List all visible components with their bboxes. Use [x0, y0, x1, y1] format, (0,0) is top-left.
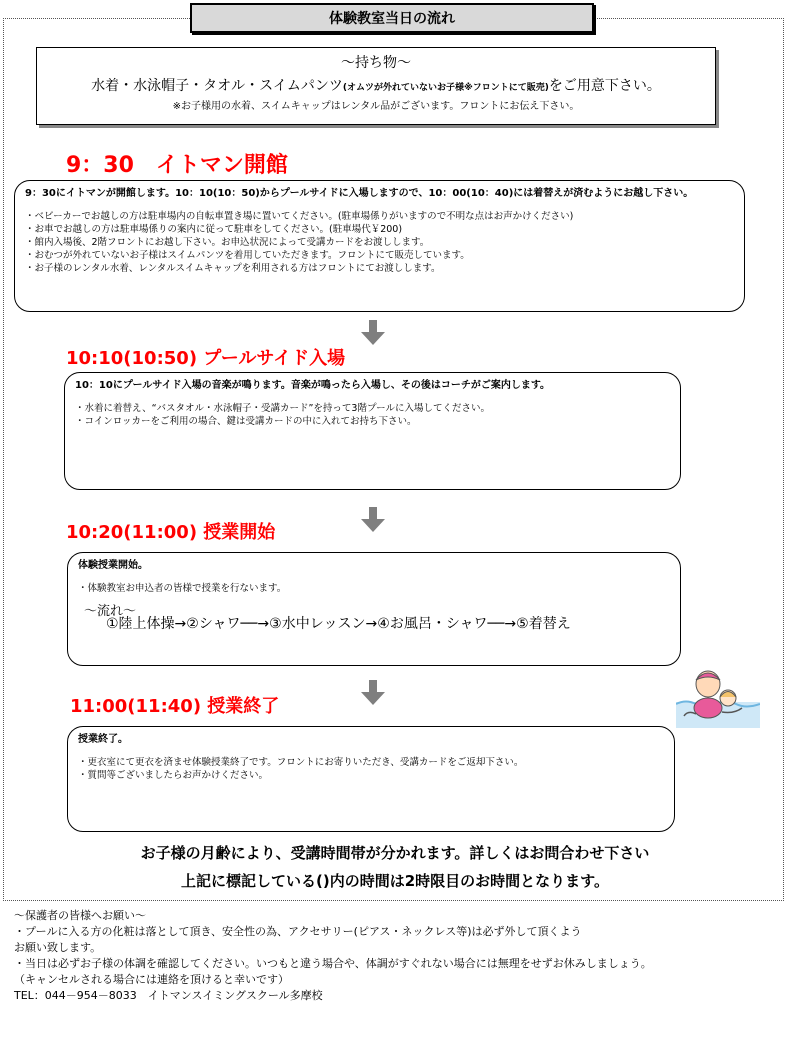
step-4-line: ・質問等ございましたらお声かけください。 [78, 770, 269, 781]
second-period-notice: 上記に標記している()内の時間は2時限目のお時間となります。 [181, 872, 609, 890]
age-notice: お子様の月齢により、受講時間帯が分かれます。詳しくはお問合わせ下さい [140, 844, 650, 862]
step-1-line: ・お車でお越しの方は駐車場係りの案内に従って駐車をしてください。(駐車場代￥200) [25, 224, 403, 235]
step-1-line: ・お子様のレンタル水着、レンタルスイムキャップを利用される方はフロントにてお渡しします。 [25, 263, 441, 274]
step-1-time-heading: 9：30 イトマン開館 [66, 153, 288, 178]
guardian-note-line: ・当日は必ずお子様の体調を確認してください。いつもと違う場合や、体調がすぐれない場合には無理をせずお休みしましょう。 [14, 957, 652, 970]
step-4-lead: 授業終了。 [78, 734, 128, 745]
page-title: 体験教室当日の流れ [190, 3, 594, 33]
step-4-box [67, 726, 675, 832]
step-2-line: ・コインロッカーをご利用の場合、鍵は受講カードの中に入れてお持ち下さい。 [75, 416, 417, 427]
step-4-time-heading: 11:00(11:40) 授業終了 [70, 696, 280, 717]
items-heading: ～持ち物～ [341, 55, 411, 71]
step-1-line: ・館内入場後、2階フロントにお越し下さい。お申込状況によって受講カードをお渡しします。 [25, 237, 430, 248]
guardian-notes [14, 908, 784, 1004]
step-1-box [14, 180, 745, 312]
step-3-box [67, 552, 681, 666]
items-list: 水着・水泳帽子・タオル・スイムパンツ [91, 78, 343, 94]
step-2-time-heading: 10:10(10:50) プールサイド入場 [66, 348, 346, 369]
items-rental-note: ※お子様用の水着、スイムキャップはレンタル品がございます。フロントにお伝え下さい。 [172, 101, 580, 112]
step-1-line: ・おむつが外れていないお子様はスイムパンツを着用していただきます。フロントにて販売しています。 [25, 250, 470, 261]
swimming-parent-child-icon [676, 664, 760, 734]
step-1-line: ・ベビーカーでお越しの方は駐車場内の自転車置き場に置いてください。(駐車場係りがいますので不明な点はお声かけください) [25, 211, 574, 222]
step-2-lead: 10：10にプールサイド入場の音楽が鳴ります。音楽が鳴ったら入場し、その後はコーチがご案内します。 [75, 380, 551, 391]
flow-steps: ①陸上体操→②シャワ──→③水中レッスン→④お風呂・シャワ──→⑤着替え [106, 616, 571, 632]
items-main-text [37, 75, 715, 95]
contact-phone: TEL：044－954－8033 イトマンスイミングスクール多摩校 [14, 989, 323, 1002]
step-3-line: ・体験教室お申込者の皆様で授業を行ないます。 [78, 583, 287, 594]
step-1-lead: 9：30にイトマンが開館します。10：10(10：50)からプールサイドに入場しますので、10：00(10：40)には着替えが済むようにお越し下さい。 [25, 188, 694, 199]
step-4-line: ・更衣室にて更衣を済ませ体験授業終了です。フロントにお寄りいただき、受講カードをご返却下さい。 [78, 757, 524, 768]
guardian-note-line: （キャンセルされる場合には連絡を頂けると幸いです） [14, 973, 289, 986]
step-2-line: ・水着に着替え、“バスタオル・水泳帽子・受講カード”を持って3階プールに入場してください。 [75, 403, 490, 414]
items-to-bring-box [36, 47, 716, 125]
guardian-note-line: ・プールに入る方の化粧は落として頂き、安全性の為、アクセサリー(ピアス・ネックレス等)は必ず外して頂くよう [14, 925, 582, 938]
step-3-lead: 体験授業開始。 [78, 560, 148, 571]
down-arrow-icon [358, 678, 388, 708]
down-arrow-icon [358, 318, 388, 348]
flow-label: ～流れ～ [84, 604, 137, 619]
items-suffix: をご用意下さい。 [548, 78, 661, 94]
step-3-time-heading: 10:20(11:00) 授業開始 [66, 522, 276, 543]
guardian-notes-heading: ～保護者の皆様へお願い～ [14, 909, 146, 922]
guardian-note-line: お願い致します。 [14, 941, 102, 954]
down-arrow-icon [358, 505, 388, 535]
items-small-note: (オムツが外れていないお子様※フロントにて販売) [342, 83, 549, 93]
step-2-box [64, 372, 681, 490]
